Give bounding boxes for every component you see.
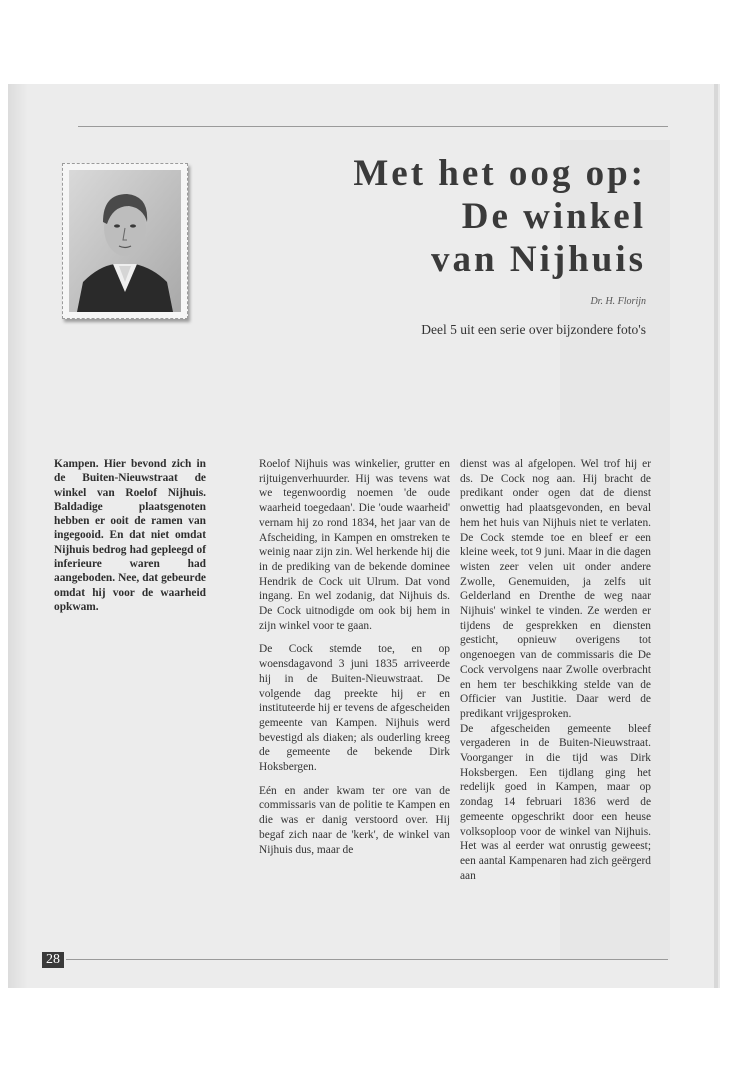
text-column-1 <box>259 457 450 866</box>
title-line-2: De winkel <box>461 196 646 237</box>
text-column-2 <box>460 457 651 892</box>
title-line-1: Met het oog op: <box>353 153 646 194</box>
paragraph: De afgescheiden gemeente bleef vergaderen in de Buiten-Nieuwstraat. Voorganger in die tijd was Dirk Hoksbergen. Een tijdlang ging het redelijk goed in Kampen, maar op zondag 14 februari 1836 werd de gemeente opgeschrikt door een heuse volksoploop voor de winkel van Nijhuis. Het was al eerder wat onrustig geweest; een aantal Kampenaren had zich geërgerd aan <box>460 722 651 882</box>
bottom-rule <box>66 959 668 960</box>
portrait-photo <box>62 163 188 319</box>
title-line-3: van Nijhuis <box>431 239 646 280</box>
paragraph: Eén en ander kwam ter ore van de commissaris van de politie te Kampen en die was er danig verstoord over. Hij begaf zich naar de 'kerk', de winkel van Nijhuis dus, maar de <box>259 784 450 856</box>
page-number: 28 <box>42 952 64 968</box>
photo-caption: Kampen. Hier bevond zich in de Buiten-Nieuwstraat de winkel van Roelof Nijhuis. Baldadige plaatsgenoten hebben er ooit de ramen van ingegooid. En dat niet omdat Nijhuis bedrog had gepleegd of inferieure waren had aangeboden. Nee, dat gebeurde omdat hij voor de waarheid opkwam. <box>54 458 206 613</box>
portrait-image <box>69 170 181 312</box>
article-title <box>353 152 646 281</box>
paragraph: Roelof Nijhuis was winkelier, grutter en rijtuigenverhuurder. Hij was tevens wat we tegenwoordig noemen 'de oude waarheid toegedaan'. Die 'oude waarheid' vernam hij zo rond 1834, het jaar van de Afscheiding, in Kampen en omstreken te weinig naar zijn zin. Wel herkende hij die in de prediking van de bekende dominee Hendrik de Cock uit Ulrum. Dat vond ingang. En wel zodanig, dat Nijhuis ds. De Cock uitnodigde om ook bij hem in zijn winkel voor te gaan. <box>259 458 450 632</box>
series-subtitle: Deel 5 uit een serie over bijzondere foto's <box>421 322 646 337</box>
page-gutter-shade <box>8 84 28 988</box>
top-rule <box>78 126 668 127</box>
paragraph: dienst was al afgelopen. Wel trof hij er ds. De Cock nog aan. Hij bracht de predikant onder ogen dat de dienst onwettig had plaatsgevonden, en beval hem het huis van Nijhuis niet te verlaten. De Cock stemde toe en bleef er een kleine week, tot 9 juni. Maar in die dagen wisten zeer velen uit onder andere Zwolle, Genemuiden, ja zelfs uit Gelderland en Drenthe de weg naar Nijhuis' winkel te vinden. Ze werden er tijdens de gesprekken en diensten gesticht, opnieuw overigens tot ongenoegen van de commissaris die De Cock vervolgens naar Zwolle overbracht en hem ter beschikking stelde van de Officier van Justitie. Daar werd de predikant vrijgesproken. <box>460 458 651 720</box>
paragraph: De Cock stemde toe, en op woensdagavond 3 juni 1835 arriveerde hij in de Buiten-Nieuwstraat. De volgende dag preekte hij er en instituteerde hij er tevens de afgescheiden gemeente van Kampen. Nijhuis werd bevestigd als diaken; als ouderling kreeg de gemeente de bekende Dirk Hoksbergen. <box>259 643 450 774</box>
author-byline: Dr. H. Florijn <box>590 296 646 307</box>
